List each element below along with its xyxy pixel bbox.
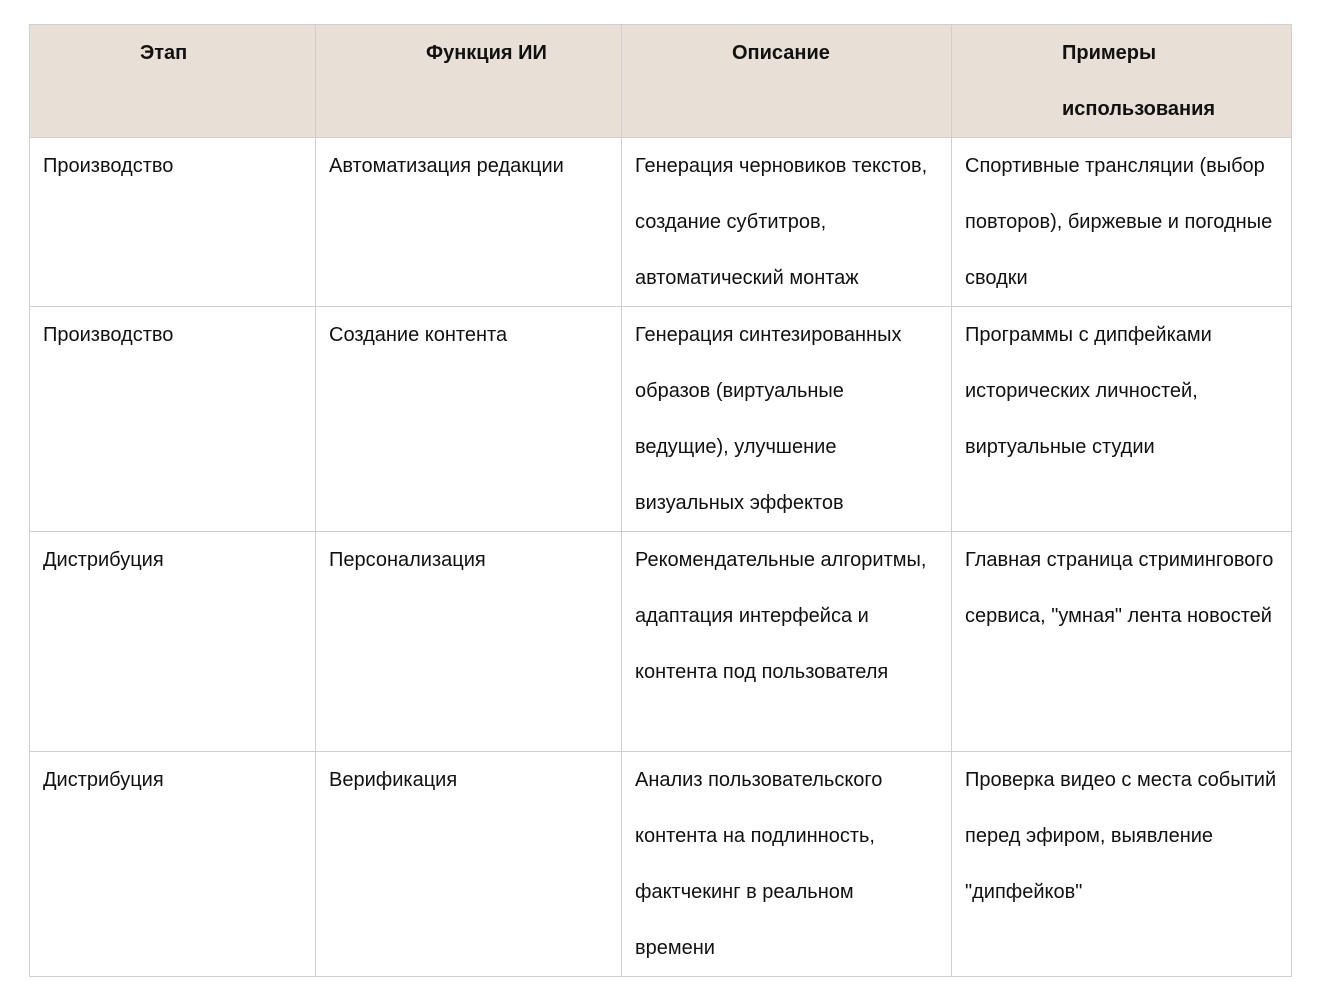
header-ai-function: Функция ИИ [316, 25, 622, 138]
cell-stage: Производство [30, 138, 316, 307]
table-row [30, 307, 1292, 532]
header-examples: Примеры использования [952, 25, 1292, 138]
cell-examples: Главная страница стримингового сервиса, "умная" лента новостей [952, 532, 1292, 752]
cell-stage: Производство [30, 307, 316, 532]
cell-description: Генерация синтезированных образов (виртуальные ведущие), улучшение визуальных эффектов [622, 307, 952, 532]
cell-stage: Дистрибуция [30, 532, 316, 752]
ai-functions-table [29, 24, 1292, 977]
table-body [30, 138, 1292, 977]
cell-examples: Проверка видео с места событий перед эфиром, выявление "дипфейков" [952, 752, 1292, 977]
header-row [30, 25, 1292, 138]
cell-stage: Дистрибуция [30, 752, 316, 977]
table-row [30, 138, 1292, 307]
cell-examples: Спортивные трансляции (выбор повторов), биржевые и погодные сводки [952, 138, 1292, 307]
cell-examples: Программы с дипфейками исторических личностей, виртуальные студии [952, 307, 1292, 532]
table-row [30, 752, 1292, 977]
cell-function: Автоматизация редакции [316, 138, 622, 307]
ai-functions-table-container [29, 24, 1291, 977]
header-description: Описание [622, 25, 952, 138]
table-row [30, 532, 1292, 752]
header-stage: Этап [30, 25, 316, 138]
table-header [30, 25, 1292, 138]
cell-description: Генерация черновиков текстов, создание субтитров, автоматический монтаж [622, 138, 952, 307]
cell-description: Рекомендательные алгоритмы, адаптация интерфейса и контента под пользователя [622, 532, 952, 752]
cell-function: Создание контента [316, 307, 622, 532]
cell-function: Персонализация [316, 532, 622, 752]
cell-description: Анализ пользовательского контента на подлинность, фактчекинг в реальном времени [622, 752, 952, 977]
cell-function: Верификация [316, 752, 622, 977]
